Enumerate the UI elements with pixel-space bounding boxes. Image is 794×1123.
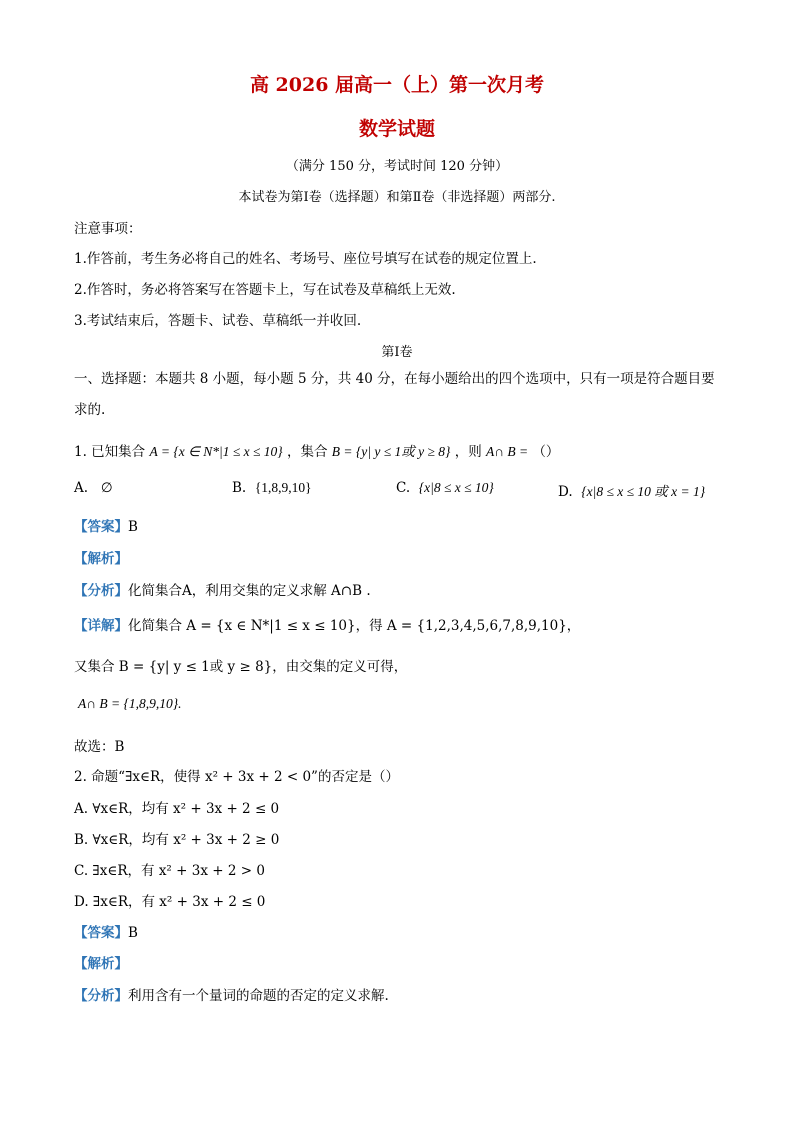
analysis-text: 化简集合A，利用交集的定义求解 A∩B . <box>128 583 371 599</box>
q1-option-d <box>558 480 705 500</box>
q2-analysis <box>74 984 389 1004</box>
analysis-label: 【分析】 <box>74 988 128 1004</box>
q1-detail-line-3: A∩ B = {1,8,9,10}. <box>78 696 182 711</box>
answer-value: B <box>128 519 138 535</box>
exam-subject: 数学试题 <box>358 118 435 140</box>
q1-option-c <box>396 480 494 496</box>
q1-analysis <box>74 579 371 599</box>
answer-value: B <box>128 925 138 941</box>
q1-analysis-tag: 【解析】 <box>74 551 128 567</box>
note-item-3: 3.考试结束后，答题卡、试卷、草稿纸一并收回. <box>74 313 362 329</box>
question-1-stem <box>74 440 559 460</box>
option-text: {1,8,9,10} <box>254 480 312 495</box>
option-letter: D. <box>558 484 573 500</box>
q1-option-b <box>232 480 312 496</box>
analysis-text: 利用含有一个量词的命题的否定的定义求解. <box>128 988 389 1004</box>
detail-text: 化简集合 A = {x ∈ N*|1 ≤ x ≤ 10}，得 A = {1,2,3,4,5,6,7,8,9,10}， <box>128 618 581 634</box>
note-item-2: 2.作答时，务必将答案写在答题卡上，写在试卷及草稿纸上无效. <box>74 282 456 298</box>
exam-title: 高 2026 届高一（上）第一次月考 <box>249 74 545 96</box>
q1-prefix: 1. 已知集合 <box>74 444 146 460</box>
notes-heading: 注意事项： <box>74 221 142 237</box>
option-letter: B. <box>232 480 247 496</box>
option-text: {x|8 ≤ x ≤ 10 或 x = 1} <box>581 484 706 499</box>
q1-option-a <box>74 480 113 496</box>
answer-tag: 【答案】 <box>74 519 128 535</box>
note-item-1: 1.作答前，考生务必将自己的姓名、考场号、座位号填写在试卷的规定位置上. <box>74 251 537 267</box>
option-text: {x|8 ≤ x ≤ 10} <box>418 480 494 495</box>
q1-answer <box>74 515 138 535</box>
option-letter: A. <box>74 480 89 496</box>
answer-tag: 【答案】 <box>74 925 128 941</box>
q2-option-b: B. ∀x∈R，均有 x² + 3x + 2 ≥ 0 <box>74 832 280 848</box>
q1-set-a: A = {x ∈ N*|1 ≤ x ≤ 10} <box>149 444 283 459</box>
q1-blank: （） <box>532 444 560 460</box>
q2-option-c: C. ∃x∈R，有 x² + 3x + 2 > 0 <box>74 863 265 879</box>
analysis-label: 【分析】 <box>74 583 128 599</box>
q2-answer <box>74 921 138 941</box>
q2-option-a: A. ∀x∈R，均有 x² + 3x + 2 ≤ 0 <box>74 801 280 817</box>
q1-detail-line-1 <box>74 614 580 634</box>
option-text: ∅ <box>100 480 113 495</box>
detail-label: 【详解】 <box>74 618 128 634</box>
q1-detail-line-2: 又集合 B = {y| y ≤ 1或 y ≥ 8}，由交集的定义可得， <box>74 659 408 675</box>
option-letter: C. <box>396 480 411 496</box>
q1-set-b: B = {y| y ≤ 1或 y ≥ 8} <box>331 444 451 459</box>
exam-duration: （满分 150 分，考试时间 120 分钟） <box>285 159 509 174</box>
q2-option-d: D. ∃x∈R，有 x² + 3x + 2 ≤ 0 <box>74 894 266 910</box>
q1-mid: ，集合 <box>286 444 328 460</box>
section-instructions: 一、选择题：本题共 8 小题，每小题 5 分，共 40 分，在每小题给出的四个选项中，只有一项是符合题目要求的. <box>74 371 715 418</box>
q1-expr: A∩ B = <box>486 444 529 459</box>
exam-composition: 本试卷为第Ⅰ卷（选择题）和第Ⅱ卷（非选择题）两部分. <box>238 190 556 205</box>
q2-analysis-tag: 【解析】 <box>74 956 128 972</box>
q1-choice: 故选：B <box>74 739 125 755</box>
question-2-stem: 2. 命题“∃x∈R，使得 x² + 3x + 2 < 0”的否定是（） <box>74 769 399 785</box>
section-label: 第Ⅰ卷 <box>381 345 413 360</box>
q1-ask: ，则 <box>454 444 482 460</box>
